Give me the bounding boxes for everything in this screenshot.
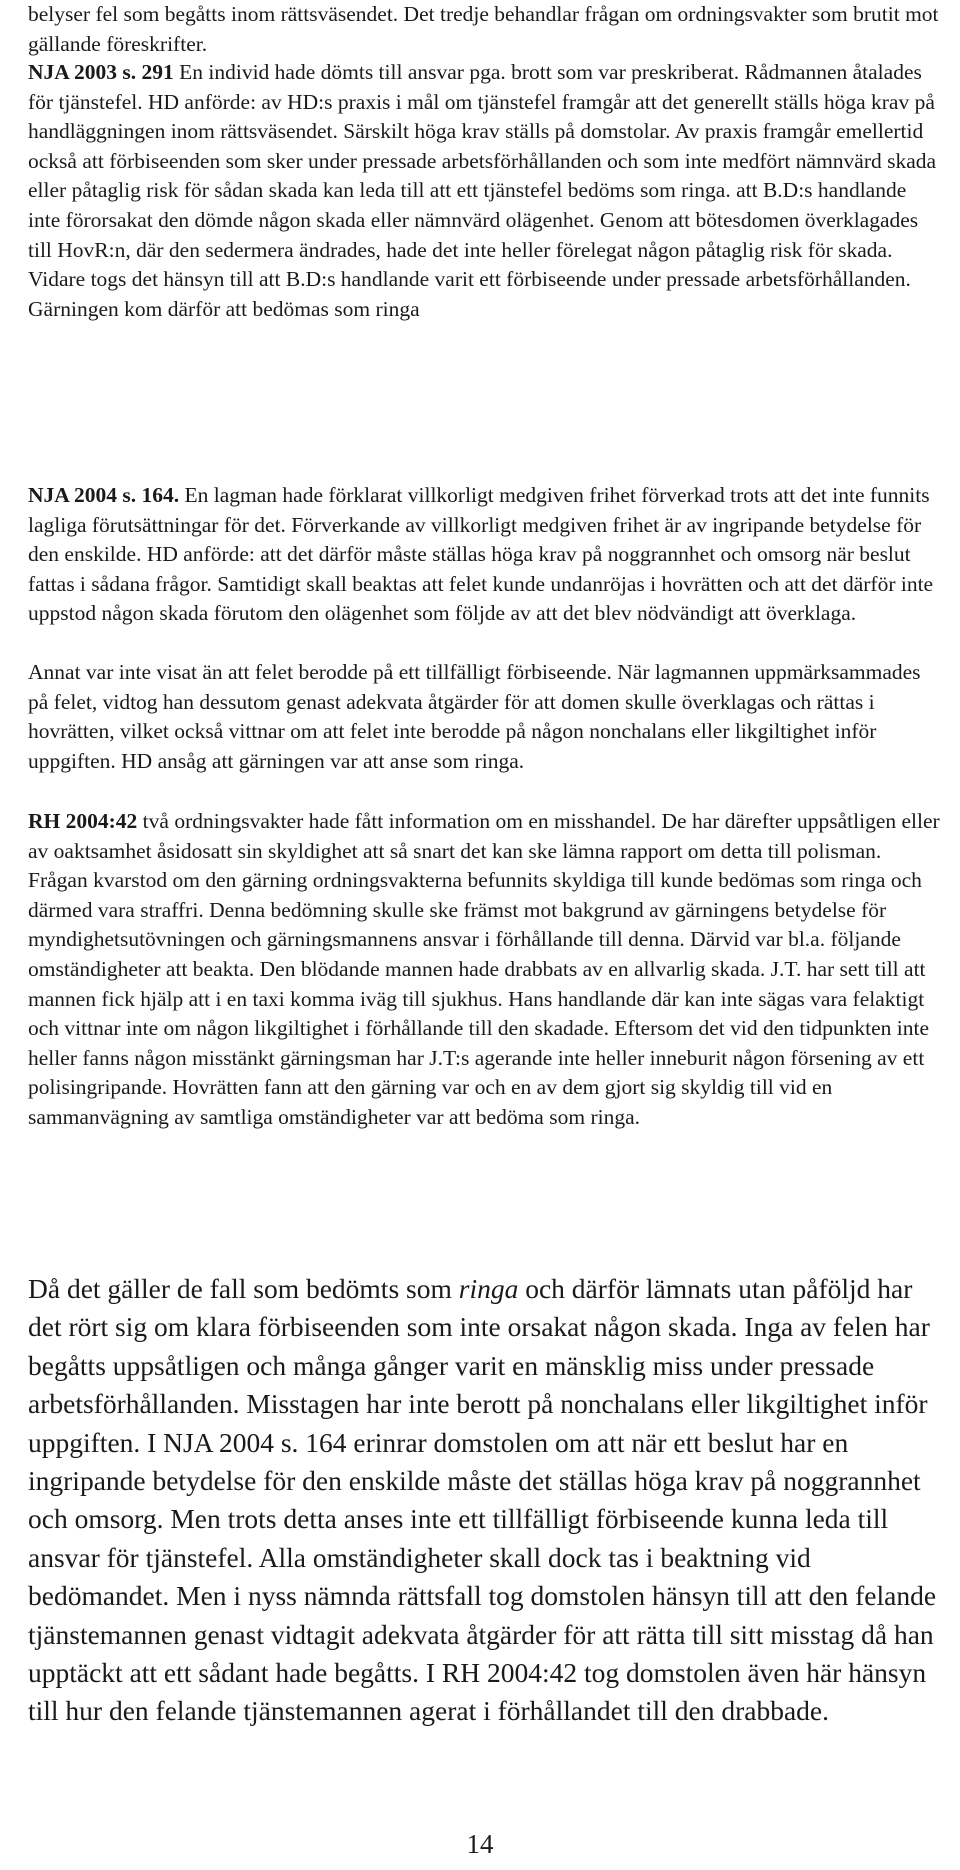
- case-text: En lagman hade förklarat villkorligt medgiven frihet förverkad trots att det inte funnits lagliga förutsättningar för det. Förverkande av villkorligt medgiven frihet är av ingripande betydelse för den enskilde. HD anförde: att det därför måste ställas höga krav på noggrannhet och omsorg när beslut fattas i sådana frågor. Samtidigt skall beaktas att felet kunde undanröjas i hovrätten och att det därför inte uppstod någon skada förutom den olägenhet som följde av att det blev nödvändigt att överklaga.: [28, 483, 934, 626]
- case-text: två ordningsvakter hade fått information om en misshandel. De har därefter uppsåtligen eller av oaktsamhet åsidosatt sin skyldighet att så snart det kan ske lämna rapport om detta till polisman. Frågan kvarstod om den gärning ordningsvakterna befunnits skyldiga till kunde bedömas som ringa och därmed vara straffri. Denna bedömning skulle ske främst mot bakgrund av gärningens betydelse för myndighetsutövningen och gärningsmannens ansvar i förhållande till denna. Därvid var bl.a. följande omständigheter att beakta. Den blödande mannen hade drabbats av en allvarlig skada. J.T. har sett till att mannen fick hjälp att i en taxi komma iväg till sjukhus. Hans handlande där kan inte sägas vara felaktigt och vittnar inte om någon likgiltighet i förhållande till den skadade. Eftersom det vid den tidpunkten inte heller fanns någon misstänkt gärningsman har J.T:s agerande inte heller inneburit någon försening av ett polisingripande. Hovrätten fann att den gärning var och en av dem gjort sig skyldig till vid en sammanvägning av samtliga omständigheter var att bedöma som ringa.: [28, 809, 940, 1129]
- intro-text: belyser fel som begåtts inom rättsväsendet. Det tredje behandlar frågan om ordningsvakter som brutit mot gällande föreskrifter.: [28, 2, 939, 56]
- case-nja-2003-paragraph: [28, 58, 940, 324]
- case-nja-2004-paragraph: [28, 481, 940, 629]
- case-reference: NJA 2004 s. 164.: [28, 483, 180, 507]
- case-text: En individ hade dömts till ansvar pga. brott som var preskriberat. Rådmannen åtalades för tjänstefel. HD anförde: av HD:s praxis i mål om tjänstefel framgår att det generellt ställs höga krav på handläggningen inom rättsväsendet. Särskilt höga krav ställs på domstolar. Av praxis framgår emellertid också att förbiseenden som sker under pressade arbetsförhållanden och som inte medfört nämnvärd skada eller påtaglig risk för sådan skada kan leda till att ett tjänstefel bedöms som ringa. att B.D:s handlande inte förorsakat den dömde någon skada eller nämnvärd olägenhet. Genom att bötesdomen överklagades till HovR:n, där den sedermera ändrades, hade det inte heller förelegat någon påtaglig risk för skada. Vidare togs det hänsyn till att B.D:s handlande varit ett förbiseende under pressade arbetsförhållanden. Gärningen kom därför att bedömas som ringa: [28, 60, 937, 321]
- case-rh-2004-paragraph: [28, 807, 940, 1133]
- conclusion-text-after: och därför lämnats utan påföljd har det rört sig om klara förbiseenden som inte orsakat någon skada. Inga av felen har begåtts uppsåtligen och många gånger varit en mänsklig miss under pressade arbetsförhållanden. Misstagen har inte berott på nonchalans eller likgiltighet inför uppgiften. I NJA 2004 s. 164 erinrar domstolen om att när ett beslut har en ingripande betydelse för den enskilde måste det ställas höga krav på noggrannhet och omsorg. Men trots detta anses inte ett tillfälligt förbiseende kunna leda till ansvar för tjänstefel. Alla omständigheter skall dock tas i beaktning vid bedömandet. Men i nyss nämnda rättsfall tog domstolen hänsyn till att den felande tjänstemannen genast vidtagit adekvata åtgärder för att rätta till sitt misstag då han upptäckt att ett sådant hade begåtts. I RH 2004:42 tog domstolen även här hänsyn till hur den felande tjänstemannen agerat i förhållandet till den drabbade.: [28, 1273, 937, 1727]
- conclusion-paragraph: [28, 1270, 943, 1731]
- intro-paragraph: [28, 0, 940, 59]
- conclusion-text-before: Då det gäller de fall som bedömts som: [28, 1273, 459, 1304]
- page-number: 14: [466, 1829, 494, 1859]
- case-text: Annat var inte visat än att felet berodde på ett tillfälligt förbiseende. När lagmannen uppmärksammades på felet, vidtog han dessutom genast adekvata åtgärder för att domen skulle överklagas och rättas i hovrätten, vilket också vittnar om att felet inte berodde på någon nonchalans eller likgiltighet inför uppgiften. HD ansåg att gärningen var att anse som ringa.: [28, 660, 921, 773]
- conclusion-emphasis: ringa: [458, 1273, 519, 1304]
- case-reference: RH 2004:42: [28, 809, 138, 833]
- case-reference: NJA 2003 s. 291: [28, 60, 174, 84]
- case-nja-2004-continuation: [28, 658, 940, 776]
